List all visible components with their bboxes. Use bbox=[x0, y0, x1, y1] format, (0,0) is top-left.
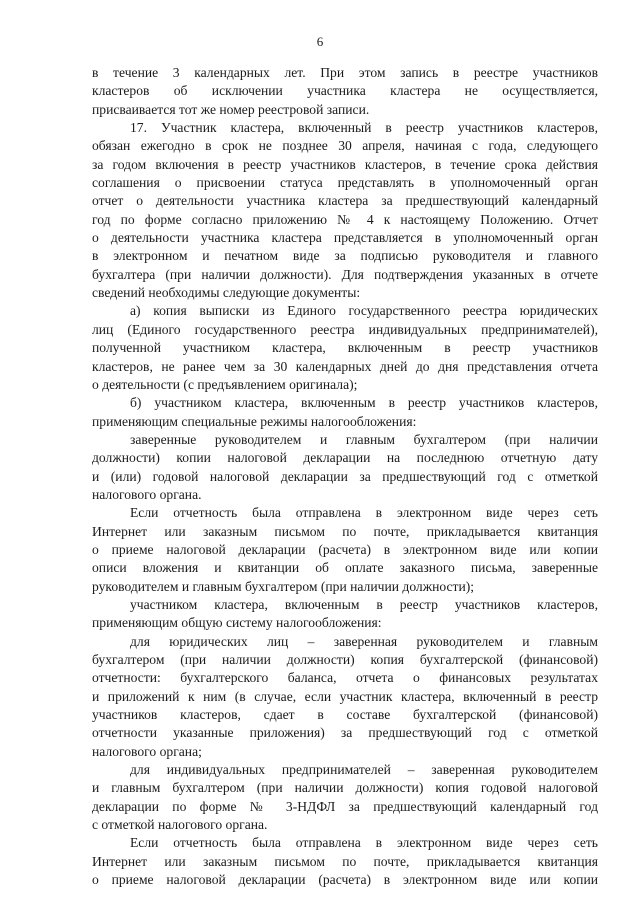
text-line: участником кластера, включенным в реестр участников кластеров, bbox=[130, 596, 598, 612]
text-line: 17. Участник кластера, включенный в реестр участников кластеров, bbox=[130, 120, 598, 136]
text-line: для юридических лиц – заверенная руководителем и главным bbox=[130, 633, 598, 649]
text-line: отчет о деятельности участника кластера за предшествующий календарный bbox=[92, 193, 598, 209]
text-line: и (или) годовой налоговой декларации за предшествующий год с отметкой bbox=[92, 468, 598, 484]
text-line: соглашения о присвоении статуса представлять в уполномоченный орган bbox=[92, 175, 598, 191]
text-line: о деятельности (с предъявлением оригинала); bbox=[92, 376, 358, 392]
text-line: Интернет или заказным письмом по почте, прикладывается квитанция bbox=[92, 523, 598, 539]
text-line: присваивается тот же номер реестровой записи. bbox=[92, 101, 370, 117]
text-line: полученной участником кластера, включенным в реестр участников bbox=[92, 340, 598, 356]
text-line: Если отчетность была отправлена в электронном виде через сеть bbox=[130, 505, 598, 521]
text-line: заверенные руководителем и главным бухгалтером (при наличии bbox=[130, 431, 598, 447]
text-line: применяющим специальные режимы налогообложения: bbox=[92, 413, 417, 429]
text-line: и главным бухгалтером (при наличии должности) копия годовой налоговой bbox=[92, 780, 598, 796]
text-line: участников кластеров, сдает в составе бухгалтерской (финансовой) bbox=[92, 707, 598, 723]
text-line: декларации по форме № 3-НДФЛ за предшествующий календарный год bbox=[92, 798, 598, 814]
text-line: кластеров, не ранее чем за 30 календарных дней до дня представления отчета bbox=[92, 358, 598, 374]
text-line: обязан ежегодно в срок не позднее 30 апреля, начиная с года, следующего bbox=[92, 138, 598, 154]
text-line: а) копия выписки из Единого государственного реестра юридических bbox=[130, 303, 598, 319]
text-line: налогового органа. bbox=[92, 486, 202, 502]
text-line: в течение 3 календарных лет. При этом запись в реестре участников bbox=[92, 65, 598, 80]
text-line: о приеме налоговой декларации (расчета) в электронном виде или копии bbox=[92, 872, 598, 888]
text-line: б) участником кластера, включенным в реестр участников кластеров, bbox=[130, 395, 598, 411]
text-line: отчетности: бухгалтерского баланса, отчета о финансовых результатах bbox=[92, 670, 598, 686]
page-number: 6 bbox=[316, 34, 324, 49]
text-line: кластеров об исключении участника кластера не осуществляется, bbox=[92, 83, 598, 99]
text-line: бухгалтером (при наличии должности) копия бухгалтерской (финансовой) bbox=[92, 652, 598, 667]
text-line: налогового органа; bbox=[92, 743, 202, 759]
text-line: отчетности указанные приложения) за предшествующий год с отметкой bbox=[92, 725, 598, 741]
text-line: Интернет или заказным письмом по почте, прикладывается квитанция bbox=[92, 853, 598, 869]
text-line: с отметкой налогового органа. bbox=[92, 817, 268, 833]
text-line: в электронном и печатном виде за подписью руководителя и главного bbox=[92, 248, 598, 264]
text-line: за годом включения в реестр участников кластеров, в течение срока действия bbox=[92, 156, 598, 172]
text-line: бухгалтера (при наличии должности). Для подтверждения указанных в отчете bbox=[92, 266, 598, 282]
text-line: применяющим общую систему налогообложения: bbox=[92, 615, 382, 631]
text-line: и приложений к ним (в случае, если участник кластера, включенный в реестр bbox=[92, 688, 598, 704]
text-line: лиц (Единого государственного реестра индивидуальных предпринимателей), bbox=[92, 321, 598, 337]
document-body bbox=[92, 64, 598, 889]
text-line: для индивидуальных предпринимателей – заверенная руководителем bbox=[130, 762, 598, 778]
text-line: Если отчетность была отправлена в электронном виде через сеть bbox=[130, 835, 598, 851]
text-line: о приеме налоговой декларации (расчета) в электронном виде или копии bbox=[92, 541, 598, 557]
text-line: описи вложения и квитанции об оплате заказного письма, заверенные bbox=[92, 560, 598, 576]
text-line: руководителем и главным бухгалтером (при наличии должности); bbox=[92, 578, 475, 594]
text-line: год по форме согласно приложению № 4 к настоящему Положению. Отчет bbox=[92, 211, 598, 227]
text-line: должности) копии налоговой декларации на последнюю отчетную дату bbox=[92, 450, 598, 466]
text-line: о деятельности участника кластера представляется в уполномоченный орган bbox=[92, 230, 598, 246]
text-line: сведений необходимы следующие документы: bbox=[92, 285, 361, 301]
